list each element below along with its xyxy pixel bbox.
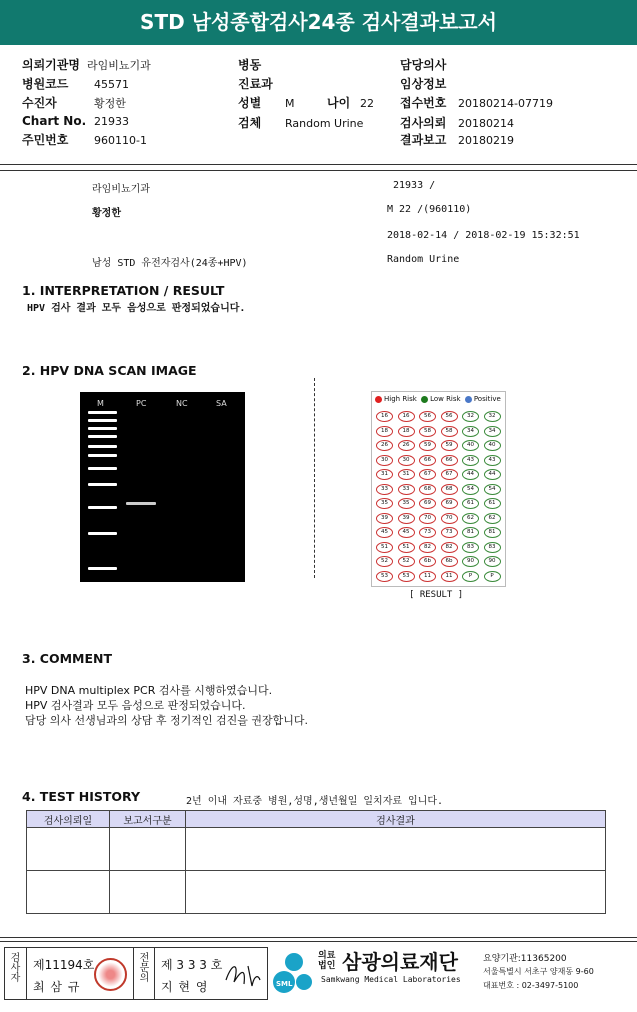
history-header-cell: 검사의뢰일: [27, 811, 110, 828]
gel-lane-label: SA: [216, 399, 227, 408]
marker-band: [88, 411, 117, 414]
chip-cell: 82: [419, 542, 436, 553]
chip-cell: 33: [398, 484, 415, 495]
summary-sex-age: M 22 /(960110): [387, 204, 472, 215]
examiner-label: 검사자: [8, 952, 19, 982]
chip-cell: 58: [419, 426, 436, 437]
header-request-date: 검사의뢰 20180214: [400, 116, 514, 130]
hpv-chip-image: [371, 391, 506, 587]
chip-cell: 61: [484, 498, 501, 509]
history-header-cell: 보고서구분: [110, 811, 186, 828]
chip-cell: 54: [462, 484, 479, 495]
header-specimen: 검체 Random Urine: [238, 116, 364, 130]
sml-logo-icon: [272, 950, 314, 996]
chip-cell: 61: [462, 498, 479, 509]
marker-band: [88, 427, 117, 430]
chip-cell: 39: [376, 513, 393, 524]
low-risk-dot-icon: [421, 396, 428, 403]
chip-cell: 40: [484, 440, 501, 451]
header-clinical-info: 임상정보: [400, 77, 447, 91]
examiner-license-no: 제11194호: [33, 958, 95, 972]
chip-cell: 68: [441, 484, 458, 495]
org-name-en: Samkwang Medical Laboratories: [321, 975, 461, 984]
divider: [0, 170, 637, 171]
section-history-title: 4. TEST HISTORY: [22, 789, 141, 804]
history-note: 2년 이내 자료중 병원,성명,생년월일 일치자료 입니다.: [186, 796, 444, 807]
report-title: STD 남성종합검사24종 검사결과보고서: [0, 0, 637, 45]
legend-label: High Risk: [384, 395, 417, 403]
header-department: 진료과: [238, 77, 273, 91]
chip-cell: 73: [441, 527, 458, 538]
chip-cell: 67: [441, 469, 458, 480]
divider: [133, 948, 134, 999]
chip-cell: 43: [484, 455, 501, 466]
chip-legend: [375, 395, 501, 403]
summary-test: 남성 STD 유전자검사(24종+HPV): [92, 258, 248, 269]
chip-cell: 54: [484, 484, 501, 495]
chip-cell: 16: [398, 411, 415, 422]
org-address: 서울특별시 서초구 양재동 9-60: [483, 967, 594, 976]
chip-cell: 52: [398, 556, 415, 567]
chip-cell: 18: [376, 426, 393, 437]
chip-cell: 35: [398, 498, 415, 509]
history-table: [26, 810, 606, 914]
gel-lane-label: PC: [136, 399, 147, 408]
org-phone: 대표번호 : 02-3497-5100: [483, 981, 579, 990]
chip-cell: 81: [462, 527, 479, 538]
history-header-cell: 검사결과: [186, 811, 606, 828]
chip-cell: 45: [398, 527, 415, 538]
divider: [0, 937, 637, 938]
chip-cell: 83: [484, 542, 501, 553]
chip-cell: 82: [441, 542, 458, 553]
chip-cell: 59: [441, 440, 458, 451]
table-cell: [27, 871, 110, 914]
chip-cell: 44: [462, 469, 479, 480]
marker-band: [88, 483, 117, 486]
table-row: [27, 871, 606, 914]
table-cell: [186, 828, 606, 871]
chip-cell: 62: [484, 513, 501, 524]
chip-cell: 11: [419, 571, 436, 582]
chip-cell: 66: [441, 455, 458, 466]
examiner-name: 최 삼 규: [33, 980, 81, 994]
chip-cell: 45: [376, 527, 393, 538]
comment-line: HPV DNA multiplex PCR 검사를 시행하였습니다.: [25, 684, 273, 697]
table-cell: [110, 871, 186, 914]
history-header-row: [27, 811, 606, 828]
signature: [222, 956, 262, 990]
comment-line: 담당 의사 선생님과의 상담 후 정기적인 검진을 권장합니다.: [25, 714, 308, 727]
positive-dot-icon: [465, 396, 472, 403]
legend-label: Low Risk: [430, 395, 461, 403]
chip-cell: 31: [398, 469, 415, 480]
chip-cell: 39: [398, 513, 415, 524]
summary-hospital: 라임비뇨기과: [92, 184, 150, 195]
chip-cell: 6b: [441, 556, 458, 567]
chip-cell: 58: [441, 426, 458, 437]
marker-band: [88, 454, 117, 457]
chip-cell: 44: [484, 469, 501, 480]
chip-cell: P: [462, 571, 479, 582]
chip-cell: 26: [398, 440, 415, 451]
specialist-label: 전문의: [137, 952, 148, 982]
summary-dates: 2018-02-14 / 2018-02-19 15:32:51: [387, 230, 580, 241]
chip-cell: 53: [398, 571, 415, 582]
table-cell: [186, 871, 606, 914]
org-prefix: 의료: [318, 951, 336, 961]
header-report-date: 결과보고 20180219: [400, 133, 514, 147]
chip-cell: 90: [484, 556, 501, 567]
table-cell: [27, 828, 110, 871]
header-doctor: 담당의사: [400, 58, 447, 72]
chip-cell: 18: [398, 426, 415, 437]
chip-cell: 69: [441, 498, 458, 509]
chip-cell: 66: [419, 455, 436, 466]
interpretation-text: HPV 검사 결과 모두 음성으로 판정되었습니다.: [27, 303, 246, 314]
chip-cell: 43: [462, 455, 479, 466]
chip-cell: 53: [376, 571, 393, 582]
chip-cell: P: [484, 571, 501, 582]
marker-band: [88, 419, 117, 422]
chip-cell: 56: [419, 411, 436, 422]
specialist-name: 지 현 영: [161, 980, 209, 994]
chip-cell: 81: [484, 527, 501, 538]
chip-cell: 73: [419, 527, 436, 538]
header-sex: 성별 M: [238, 96, 295, 110]
chip-cell: 26: [376, 440, 393, 451]
summary-specimen: Random Urine: [387, 254, 460, 265]
logo-text: SML: [276, 980, 293, 988]
chip-cell: 34: [462, 426, 479, 437]
chip-cell: 67: [419, 469, 436, 480]
divider: [0, 164, 637, 165]
header-receipt-no: 접수번호 20180214-07719: [400, 96, 553, 110]
org-name: 삼광의료재단: [342, 950, 458, 974]
chip-cell: 32: [484, 411, 501, 422]
examiner-seal: [94, 958, 127, 991]
chip-cell: 31: [376, 469, 393, 480]
gel-image: [80, 392, 245, 582]
header-hospital-code: 병원코드 45571: [22, 77, 129, 91]
chip-cell: 90: [462, 556, 479, 567]
marker-band: [88, 467, 117, 470]
comment-line: HPV 검사결과 모두 음성으로 판정되었습니다.: [25, 699, 246, 712]
divider: [0, 941, 637, 942]
chip-cell: 40: [462, 440, 479, 451]
image-divider: [314, 378, 315, 578]
chip-cell: 59: [419, 440, 436, 451]
marker-band: [88, 445, 117, 448]
chip-cell: 35: [376, 498, 393, 509]
gel-lane-label: NC: [176, 399, 188, 408]
chip-cell: 70: [419, 513, 436, 524]
header-resident-no: 주민번호 960110-1: [22, 133, 147, 147]
header-age: 나이 22: [327, 96, 374, 110]
chip-cell: 68: [419, 484, 436, 495]
chip-cell: 52: [376, 556, 393, 567]
section-interpretation-title: 1. INTERPRETATION / RESULT: [22, 283, 225, 298]
chip-cell: 30: [376, 455, 393, 466]
marker-band: [88, 435, 117, 438]
marker-band: [88, 506, 117, 509]
gel-lane-label: M: [97, 399, 104, 408]
chip-cell: 6b: [419, 556, 436, 567]
header-ward: 병동: [238, 58, 262, 72]
table-row: [27, 828, 606, 871]
chip-cell: 56: [441, 411, 458, 422]
chip-cell: 62: [462, 513, 479, 524]
chip-cell: 83: [462, 542, 479, 553]
chip-cell: 32: [462, 411, 479, 422]
specialist-license-no: 제 3 3 3 호: [161, 958, 223, 972]
header-chart-no: Chart No. 21933: [22, 114, 129, 128]
marker-band: [88, 567, 117, 570]
section-comment-title: 3. COMMENT: [22, 651, 113, 666]
org-info: 요양기관:11365200: [483, 954, 567, 964]
divider: [154, 948, 155, 999]
chip-caption: [ RESULT ]: [409, 590, 464, 600]
chip-cell: 11: [441, 571, 458, 582]
summary-name: 황정한: [92, 208, 121, 219]
pc-band: [126, 502, 156, 505]
header-hospital: 의뢰기관명 라임비뇨기과: [22, 58, 151, 72]
org-type: [318, 951, 335, 971]
table-cell: [110, 828, 186, 871]
summary-chart: 21933 /: [393, 180, 436, 191]
org-prefix: 법인: [318, 961, 336, 971]
chip-cell: 16: [376, 411, 393, 422]
marker-band: [88, 532, 117, 535]
chip-cell: 30: [398, 455, 415, 466]
chip-cell: 70: [441, 513, 458, 524]
chip-cell: 69: [419, 498, 436, 509]
high-risk-dot-icon: [375, 396, 382, 403]
header-patient: 수진자 황정한: [22, 96, 126, 110]
chip-cell: 51: [398, 542, 415, 553]
chip-cell: 33: [376, 484, 393, 495]
divider: [26, 948, 27, 999]
chip-cell: 51: [376, 542, 393, 553]
chip-cell: 34: [484, 426, 501, 437]
section-scan-title: 2. HPV DNA SCAN IMAGE: [22, 363, 197, 378]
legend-label: Positive: [473, 395, 501, 403]
